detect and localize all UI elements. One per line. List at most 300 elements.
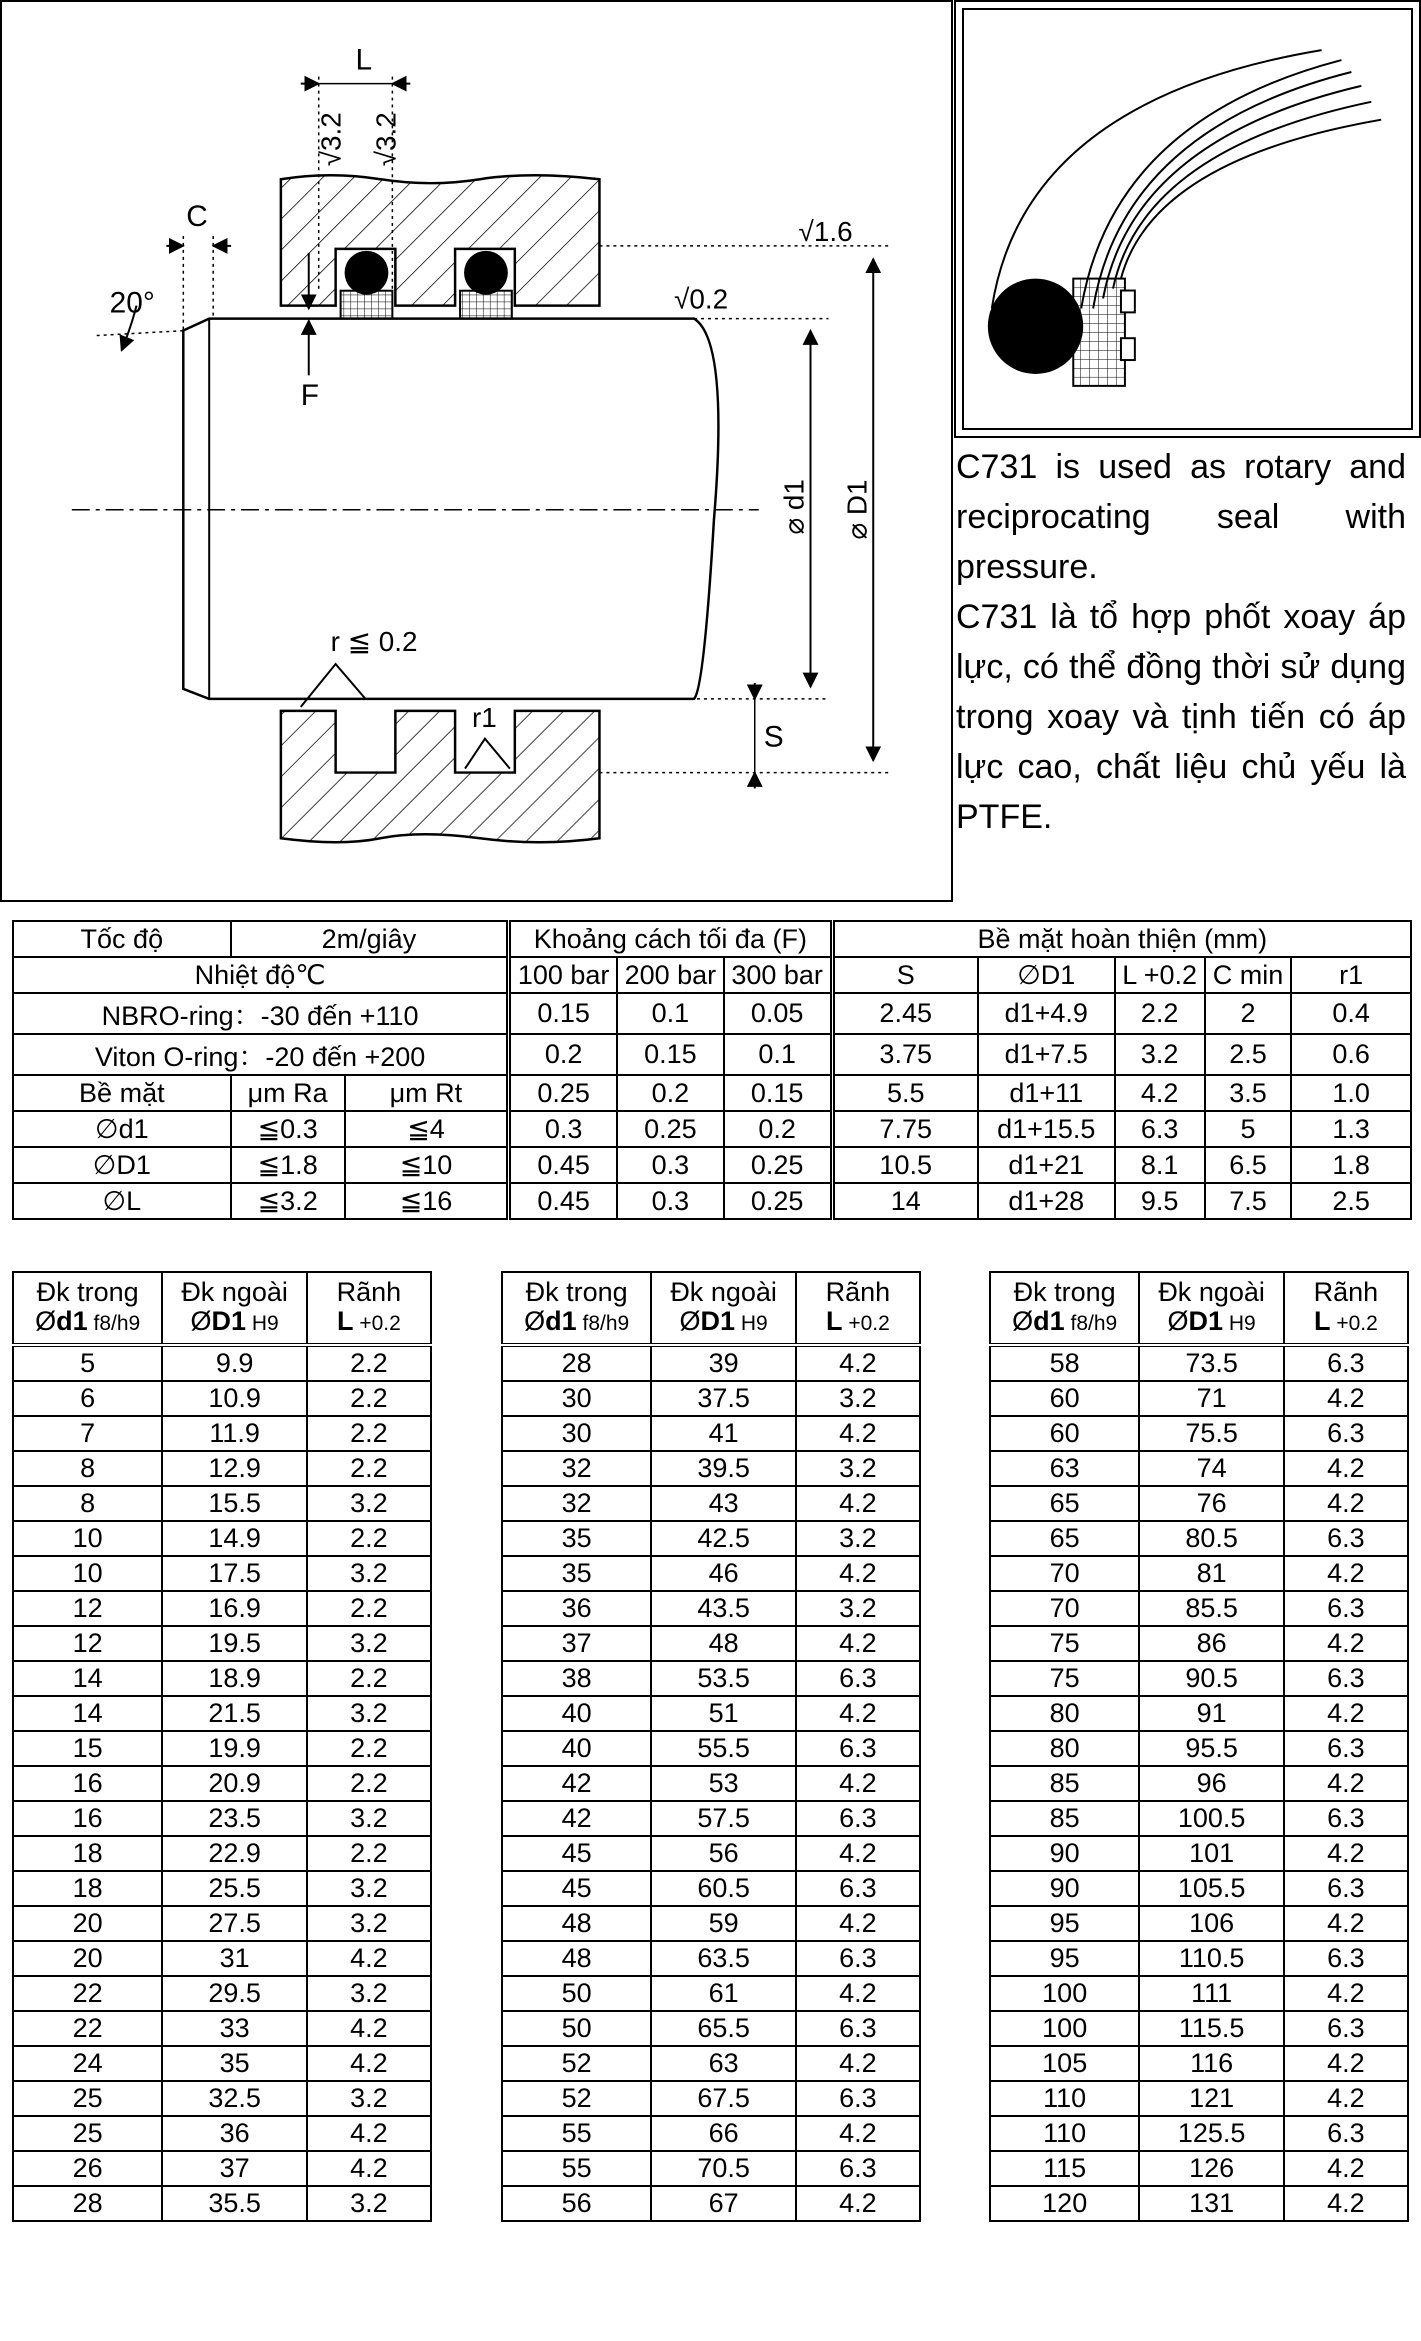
size-cell: 12.9 xyxy=(162,1451,306,1486)
size-cell: 4.2 xyxy=(307,2116,431,2151)
finish-cell: 7.75 xyxy=(832,1111,978,1147)
size-cell: 4.2 xyxy=(1284,1696,1408,1731)
size-cell: 10.9 xyxy=(162,1381,306,1416)
size-cell: 37 xyxy=(162,2151,306,2186)
size-cell: 23.5 xyxy=(162,1801,306,1836)
size-cell: 70 xyxy=(990,1556,1139,1591)
dim-C-label: C xyxy=(186,200,208,234)
finish-cell: 2.2 xyxy=(1115,993,1205,1034)
size-cell: 59 xyxy=(651,1906,795,1941)
size-row xyxy=(502,1661,920,1696)
header-title: Rãnh xyxy=(825,1277,891,1307)
surface-cell: μm Rt xyxy=(345,1075,509,1111)
size-cell: 24 xyxy=(13,2046,162,2081)
size-cell: 65 xyxy=(990,1521,1139,1556)
size-row xyxy=(502,1976,920,2011)
size-cell: 10 xyxy=(13,1556,162,1591)
size-cell: 2.2 xyxy=(307,1381,431,1416)
size-cell: 32 xyxy=(502,1486,651,1521)
size-cell: 60 xyxy=(990,1381,1139,1416)
size-row xyxy=(502,1906,920,1941)
size-row xyxy=(990,2116,1408,2151)
size-cell: 63 xyxy=(651,2046,795,2081)
header-title: Đk trong xyxy=(525,1277,628,1307)
size-cell: 4.2 xyxy=(307,2151,431,2186)
roughness-0-2: √0.2 xyxy=(674,283,729,315)
finish-cell: d1+7.5 xyxy=(978,1034,1115,1075)
diameter-symbol: Ø xyxy=(1012,1306,1034,1336)
size-cell: 12 xyxy=(13,1591,162,1626)
size-row xyxy=(990,2081,1408,2116)
size-cell: 52 xyxy=(502,2081,651,2116)
finish-cell: 10.5 xyxy=(832,1147,978,1183)
header-tolerance: H9 xyxy=(246,1312,279,1335)
finish-cell: d1+28 xyxy=(978,1183,1115,1219)
surface-cell: ≦4 xyxy=(345,1111,509,1147)
size-cell: 16 xyxy=(13,1766,162,1801)
size-cell: 3.2 xyxy=(307,1871,431,1906)
size-cell: 6.3 xyxy=(1284,2116,1408,2151)
size-row xyxy=(502,1556,920,1591)
size-cell: 3.2 xyxy=(307,1486,431,1521)
size-header-row xyxy=(990,1272,1408,1345)
size-table-2 xyxy=(501,1271,921,2222)
gap-cell: 0.25 xyxy=(617,1111,724,1147)
size-row xyxy=(502,1381,920,1416)
size-row xyxy=(990,1626,1408,1661)
seal-cross-section-picture xyxy=(954,0,1421,438)
size-cell: 32.5 xyxy=(162,2081,306,2116)
size-cell: 3.2 xyxy=(796,1381,920,1416)
size-cell: 4.2 xyxy=(796,1766,920,1801)
size-cell: 6.3 xyxy=(1284,1416,1408,1451)
finish-cell: 6.3 xyxy=(1115,1111,1205,1147)
size-cell: 56 xyxy=(502,2186,651,2221)
size-cell: 55.5 xyxy=(651,1731,795,1766)
size-cell: 36 xyxy=(502,1591,651,1626)
size-row xyxy=(502,1486,920,1521)
size-row xyxy=(990,1451,1408,1486)
header-symbol: D1 xyxy=(700,1306,736,1336)
size-cell: 46 xyxy=(651,1556,795,1591)
size-cell: 29.5 xyxy=(162,1976,306,2011)
size-cell: 3.2 xyxy=(307,2081,431,2116)
size-row xyxy=(13,2116,431,2151)
size-cell: 4.2 xyxy=(307,2011,431,2046)
size-cell: 16 xyxy=(13,1801,162,1836)
size-cell: 71 xyxy=(1139,1381,1283,1416)
size-cell: 2.2 xyxy=(307,1836,431,1871)
size-cell: 2.2 xyxy=(307,1345,431,1381)
size-row xyxy=(502,1626,920,1661)
size-row xyxy=(502,1871,920,1906)
finish-cell: 5 xyxy=(1205,1111,1292,1147)
finish-cell: 0.6 xyxy=(1291,1034,1411,1075)
size-row xyxy=(13,2011,431,2046)
size-cell: 12 xyxy=(13,1626,162,1661)
size-cell: 90 xyxy=(990,1836,1139,1871)
gap-cell: 0.3 xyxy=(509,1111,617,1147)
temperature-label: Nhiệt độ℃ xyxy=(13,957,509,993)
size-cell: 6.3 xyxy=(796,1801,920,1836)
header-symbol: d1 xyxy=(56,1306,88,1336)
size-row xyxy=(13,1556,431,1591)
gap-cell: 0.15 xyxy=(509,993,617,1034)
finish-cell: 3.2 xyxy=(1115,1034,1205,1075)
header-symbol: L xyxy=(1314,1306,1331,1336)
size-row xyxy=(502,1766,920,1801)
size-row xyxy=(990,1941,1408,1976)
size-row xyxy=(990,2011,1408,2046)
finish-cell: 1.3 xyxy=(1291,1111,1411,1147)
gap-cell: 0.05 xyxy=(724,993,832,1034)
size-cell: 67.5 xyxy=(651,2081,795,2116)
size-row xyxy=(13,1486,431,1521)
size-cell: 8 xyxy=(13,1451,162,1486)
size-row xyxy=(13,1836,431,1871)
size-cell: 36 xyxy=(162,2116,306,2151)
size-cell: 56 xyxy=(651,1836,795,1871)
size-cell: 45 xyxy=(502,1836,651,1871)
upper-housing xyxy=(281,175,600,305)
size-cell: 48 xyxy=(651,1626,795,1661)
size-cell: 120 xyxy=(990,2186,1139,2221)
gap-cell: 0.25 xyxy=(509,1075,617,1111)
size-cell: 85 xyxy=(990,1801,1139,1836)
size-cell: 55 xyxy=(502,2116,651,2151)
surface-cell: ≦16 xyxy=(345,1183,509,1219)
gap-cell: 0.2 xyxy=(509,1034,617,1075)
surface-cell: ∅D1 xyxy=(13,1147,231,1183)
size-cell: 80.5 xyxy=(1139,1521,1283,1556)
label-F: F xyxy=(300,379,320,413)
size-row xyxy=(990,1906,1408,1941)
size-row xyxy=(13,1941,431,1976)
header-symbol: L xyxy=(337,1306,354,1336)
finish-cell: 2 xyxy=(1205,993,1292,1034)
size-row xyxy=(990,2151,1408,2186)
gap-cell: 0.2 xyxy=(724,1111,832,1147)
label-D1: ⌀ D1 xyxy=(841,479,873,540)
header-symbol: d1 xyxy=(1033,1306,1065,1336)
finish-cell: 7.5 xyxy=(1205,1183,1292,1219)
size-row xyxy=(13,1521,431,1556)
size-cell: 80 xyxy=(990,1696,1139,1731)
size-row xyxy=(990,1661,1408,1696)
finish-cell: 2.45 xyxy=(832,993,978,1034)
finish-cell: 1.8 xyxy=(1291,1147,1411,1183)
size-row xyxy=(990,1801,1408,1836)
surface-cell: μm Ra xyxy=(231,1075,345,1111)
size-cell: 110 xyxy=(990,2081,1139,2116)
size-row xyxy=(502,1801,920,1836)
size-row xyxy=(13,2186,431,2221)
size-row xyxy=(13,1345,431,1381)
size-cell: 4.2 xyxy=(307,2046,431,2081)
size-cell: 100.5 xyxy=(1139,1801,1283,1836)
size-cell: 121 xyxy=(1139,2081,1283,2116)
size-cell: 2.2 xyxy=(307,1591,431,1626)
size-cell: 3.2 xyxy=(307,1976,431,2011)
finish-cell: 0.4 xyxy=(1291,993,1411,1034)
size-cell: 80 xyxy=(990,1731,1139,1766)
size-row xyxy=(990,1836,1408,1871)
spec-subheader-row xyxy=(13,957,1411,993)
size-cell: 14.9 xyxy=(162,1521,306,1556)
size-row xyxy=(13,2046,431,2081)
size-cell: 100 xyxy=(990,1976,1139,2011)
size-cell: 30 xyxy=(502,1416,651,1451)
gap-cell: 0.25 xyxy=(724,1147,832,1183)
size-cell: 3.2 xyxy=(307,1696,431,1731)
size-cell: 41 xyxy=(651,1416,795,1451)
size-cell: 90.5 xyxy=(1139,1661,1283,1696)
size-cell: 4.2 xyxy=(1284,1976,1408,2011)
gap-cell: 0.45 xyxy=(509,1183,617,1219)
size-cell: 66 xyxy=(651,2116,795,2151)
header-symbol: D1 xyxy=(1188,1306,1224,1336)
size-cell: 4.2 xyxy=(1284,1766,1408,1801)
groove-header xyxy=(796,1272,920,1345)
diameter-symbol: Ø xyxy=(524,1306,546,1336)
diameter-symbol: Ø xyxy=(190,1306,212,1336)
size-row xyxy=(990,2186,1408,2221)
size-row xyxy=(13,1976,431,2011)
outer-diameter-header xyxy=(162,1272,306,1345)
size-cell: 15 xyxy=(13,1731,162,1766)
size-cell: 20.9 xyxy=(162,1766,306,1801)
gap-cell: 0.15 xyxy=(617,1034,724,1075)
size-cell: 4.2 xyxy=(1284,2081,1408,2116)
label-S: S xyxy=(763,720,784,754)
label-d1: ⌀ d1 xyxy=(778,479,810,535)
size-cell: 4.2 xyxy=(796,1626,920,1661)
size-cell: 50 xyxy=(502,1976,651,2011)
size-cell: 40 xyxy=(502,1696,651,1731)
size-row xyxy=(502,1521,920,1556)
size-row xyxy=(502,1696,920,1731)
size-cell: 101 xyxy=(1139,1836,1283,1871)
header-title: Đk trong xyxy=(36,1277,139,1307)
finish-col-header: r1 xyxy=(1291,957,1411,993)
size-cell: 52 xyxy=(502,2046,651,2081)
size-cell: 63.5 xyxy=(651,1941,795,1976)
header-symbol: d1 xyxy=(545,1306,577,1336)
size-cell: 57.5 xyxy=(651,1801,795,1836)
header-title: Đk trong xyxy=(1013,1277,1116,1307)
size-cell: 26 xyxy=(13,2151,162,2186)
header-title: Đk ngoài xyxy=(1158,1277,1265,1307)
finish-header: Bề mặt hoàn thiện (mm) xyxy=(832,921,1411,957)
size-cell: 125.5 xyxy=(1139,2116,1283,2151)
size-cell: 81 xyxy=(1139,1556,1283,1591)
diameter-symbol: Ø xyxy=(679,1306,701,1336)
header-tolerance: H9 xyxy=(735,1312,768,1335)
size-row xyxy=(13,1381,431,1416)
size-cell: 31 xyxy=(162,1941,306,1976)
size-cell: 16.9 xyxy=(162,1591,306,1626)
size-cell: 48 xyxy=(502,1906,651,1941)
angle-label: 20° xyxy=(109,286,155,320)
size-cell: 105.5 xyxy=(1139,1871,1283,1906)
size-cell: 18.9 xyxy=(162,1661,306,1696)
size-cell: 6 xyxy=(13,1381,162,1416)
size-cell: 6.3 xyxy=(1284,1591,1408,1626)
inner-diameter-header xyxy=(13,1272,162,1345)
size-cell: 18 xyxy=(13,1836,162,1871)
description-english: C731 is used as rotary and reciprocating seal with pressure. xyxy=(956,448,1406,586)
size-cell: 75 xyxy=(990,1661,1139,1696)
size-cell: 4.2 xyxy=(1284,1486,1408,1521)
finish-cell: d1+4.9 xyxy=(978,993,1115,1034)
size-cell: 75.5 xyxy=(1139,1416,1283,1451)
size-row xyxy=(502,1416,920,1451)
size-cell: 6.3 xyxy=(796,1661,920,1696)
size-cell: 131 xyxy=(1139,2186,1283,2221)
size-row xyxy=(990,1486,1408,1521)
size-cell: 70 xyxy=(990,1591,1139,1626)
size-cell: 30 xyxy=(502,1381,651,1416)
size-cell: 3.2 xyxy=(796,1451,920,1486)
size-row xyxy=(502,1591,920,1626)
size-cell: 65.5 xyxy=(651,2011,795,2046)
inner-diameter-header xyxy=(990,1272,1139,1345)
gap-cell: 0.3 xyxy=(617,1183,724,1219)
size-row xyxy=(502,1731,920,1766)
size-cell: 8 xyxy=(13,1486,162,1521)
header-tolerance: f8/h9 xyxy=(87,1312,141,1335)
finish-cell: 3.75 xyxy=(832,1034,978,1075)
gap-header: Khoảng cách tối đa (F) xyxy=(509,921,832,957)
size-cell: 4.2 xyxy=(1284,2046,1408,2081)
size-header-row xyxy=(13,1272,431,1345)
size-cell: 6.3 xyxy=(1284,1801,1408,1836)
size-cell: 42 xyxy=(502,1766,651,1801)
size-cell: 70.5 xyxy=(651,2151,795,2186)
size-cell: 91 xyxy=(1139,1696,1283,1731)
size-row xyxy=(13,1626,431,1661)
header-title: Đk ngoài xyxy=(181,1277,288,1307)
finish-cell: 14 xyxy=(832,1183,978,1219)
size-cell: 43 xyxy=(651,1486,795,1521)
size-cell: 14 xyxy=(13,1661,162,1696)
size-cell: 3.2 xyxy=(796,1591,920,1626)
header-symbol: L xyxy=(826,1306,843,1336)
size-row xyxy=(13,1661,431,1696)
surface-cell: ∅d1 xyxy=(13,1111,231,1147)
size-cell: 100 xyxy=(990,2011,1139,2046)
shaft xyxy=(183,319,718,699)
size-cell: 4.2 xyxy=(1284,1381,1408,1416)
spec-row xyxy=(13,1111,1411,1147)
size-row xyxy=(13,1871,431,1906)
size-cell: 3.2 xyxy=(307,2186,431,2221)
pressure-header: 300 bar xyxy=(724,957,832,993)
surface-cell: Bề mặt xyxy=(13,1075,231,1111)
size-row xyxy=(502,2011,920,2046)
size-cell: 3.2 xyxy=(307,1801,431,1836)
spec-row xyxy=(13,1034,1411,1075)
size-row xyxy=(502,2116,920,2151)
size-row xyxy=(502,1941,920,1976)
size-cell: 5 xyxy=(13,1345,162,1381)
gap-cell: 0.2 xyxy=(617,1075,724,1111)
pressure-header: 100 bar xyxy=(509,957,617,993)
header-tolerance: f8/h9 xyxy=(576,1312,630,1335)
size-row xyxy=(502,2081,920,2116)
size-cell: 20 xyxy=(13,1941,162,1976)
size-cell: 116 xyxy=(1139,2046,1283,2081)
size-cell: 6.3 xyxy=(796,1731,920,1766)
size-cell: 4.2 xyxy=(796,1416,920,1451)
size-cell: 58 xyxy=(990,1345,1139,1381)
size-cell: 22.9 xyxy=(162,1836,306,1871)
material-cell: NBRO-ring：-30 đến +110 xyxy=(13,993,509,1034)
spec-row xyxy=(13,1147,1411,1183)
size-row xyxy=(13,1416,431,1451)
finish-cell: 6.5 xyxy=(1205,1147,1292,1183)
size-row xyxy=(990,1871,1408,1906)
finish-cell: d1+11 xyxy=(978,1075,1115,1111)
size-cell: 53 xyxy=(651,1766,795,1801)
size-cell: 60 xyxy=(990,1416,1139,1451)
size-cell: 6.3 xyxy=(796,2151,920,2186)
size-cell: 60.5 xyxy=(651,1871,795,1906)
size-cell: 4.2 xyxy=(1284,2186,1408,2221)
size-cell: 115 xyxy=(990,2151,1139,2186)
size-cell: 53.5 xyxy=(651,1661,795,1696)
spec-table xyxy=(12,920,1412,1220)
finish-cell: 9.5 xyxy=(1115,1183,1205,1219)
size-cell: 25 xyxy=(13,2116,162,2151)
size-cell: 6.3 xyxy=(796,2081,920,2116)
size-cell: 14 xyxy=(13,1696,162,1731)
size-cell: 95.5 xyxy=(1139,1731,1283,1766)
lower-housing xyxy=(281,711,600,842)
size-cell: 110.5 xyxy=(1139,1941,1283,1976)
surface-cell: ∅L xyxy=(13,1183,231,1219)
size-cell: 75 xyxy=(990,1626,1139,1661)
size-row xyxy=(990,1696,1408,1731)
size-cell: 4.2 xyxy=(1284,2151,1408,2186)
size-cell: 50 xyxy=(502,2011,651,2046)
size-cell: 65 xyxy=(990,1486,1139,1521)
size-cell: 7 xyxy=(13,1416,162,1451)
size-row xyxy=(990,1766,1408,1801)
header-symbol: D1 xyxy=(211,1306,247,1336)
gap-cell: 0.1 xyxy=(617,993,724,1034)
size-cell: 4.2 xyxy=(1284,1836,1408,1871)
size-cell: 22 xyxy=(13,1976,162,2011)
size-cell: 6.3 xyxy=(796,1871,920,1906)
header-title: Đk ngoài xyxy=(670,1277,777,1307)
outer-diameter-header xyxy=(1139,1272,1283,1345)
header-tolerance: H9 xyxy=(1223,1312,1256,1335)
outer-diameter-header xyxy=(651,1272,795,1345)
size-cell: 37 xyxy=(502,1626,651,1661)
size-cell: 2.2 xyxy=(307,1661,431,1696)
size-row xyxy=(13,2151,431,2186)
size-cell: 4.2 xyxy=(796,1906,920,1941)
size-cell: 105 xyxy=(990,2046,1139,2081)
size-cell: 19.9 xyxy=(162,1731,306,1766)
size-row xyxy=(13,2081,431,2116)
size-cell: 6.3 xyxy=(1284,1941,1408,1976)
speed-label: Tốc độ xyxy=(13,921,231,957)
size-row xyxy=(502,1836,920,1871)
size-cell: 28 xyxy=(13,2186,162,2221)
pressure-header: 200 bar xyxy=(617,957,724,993)
